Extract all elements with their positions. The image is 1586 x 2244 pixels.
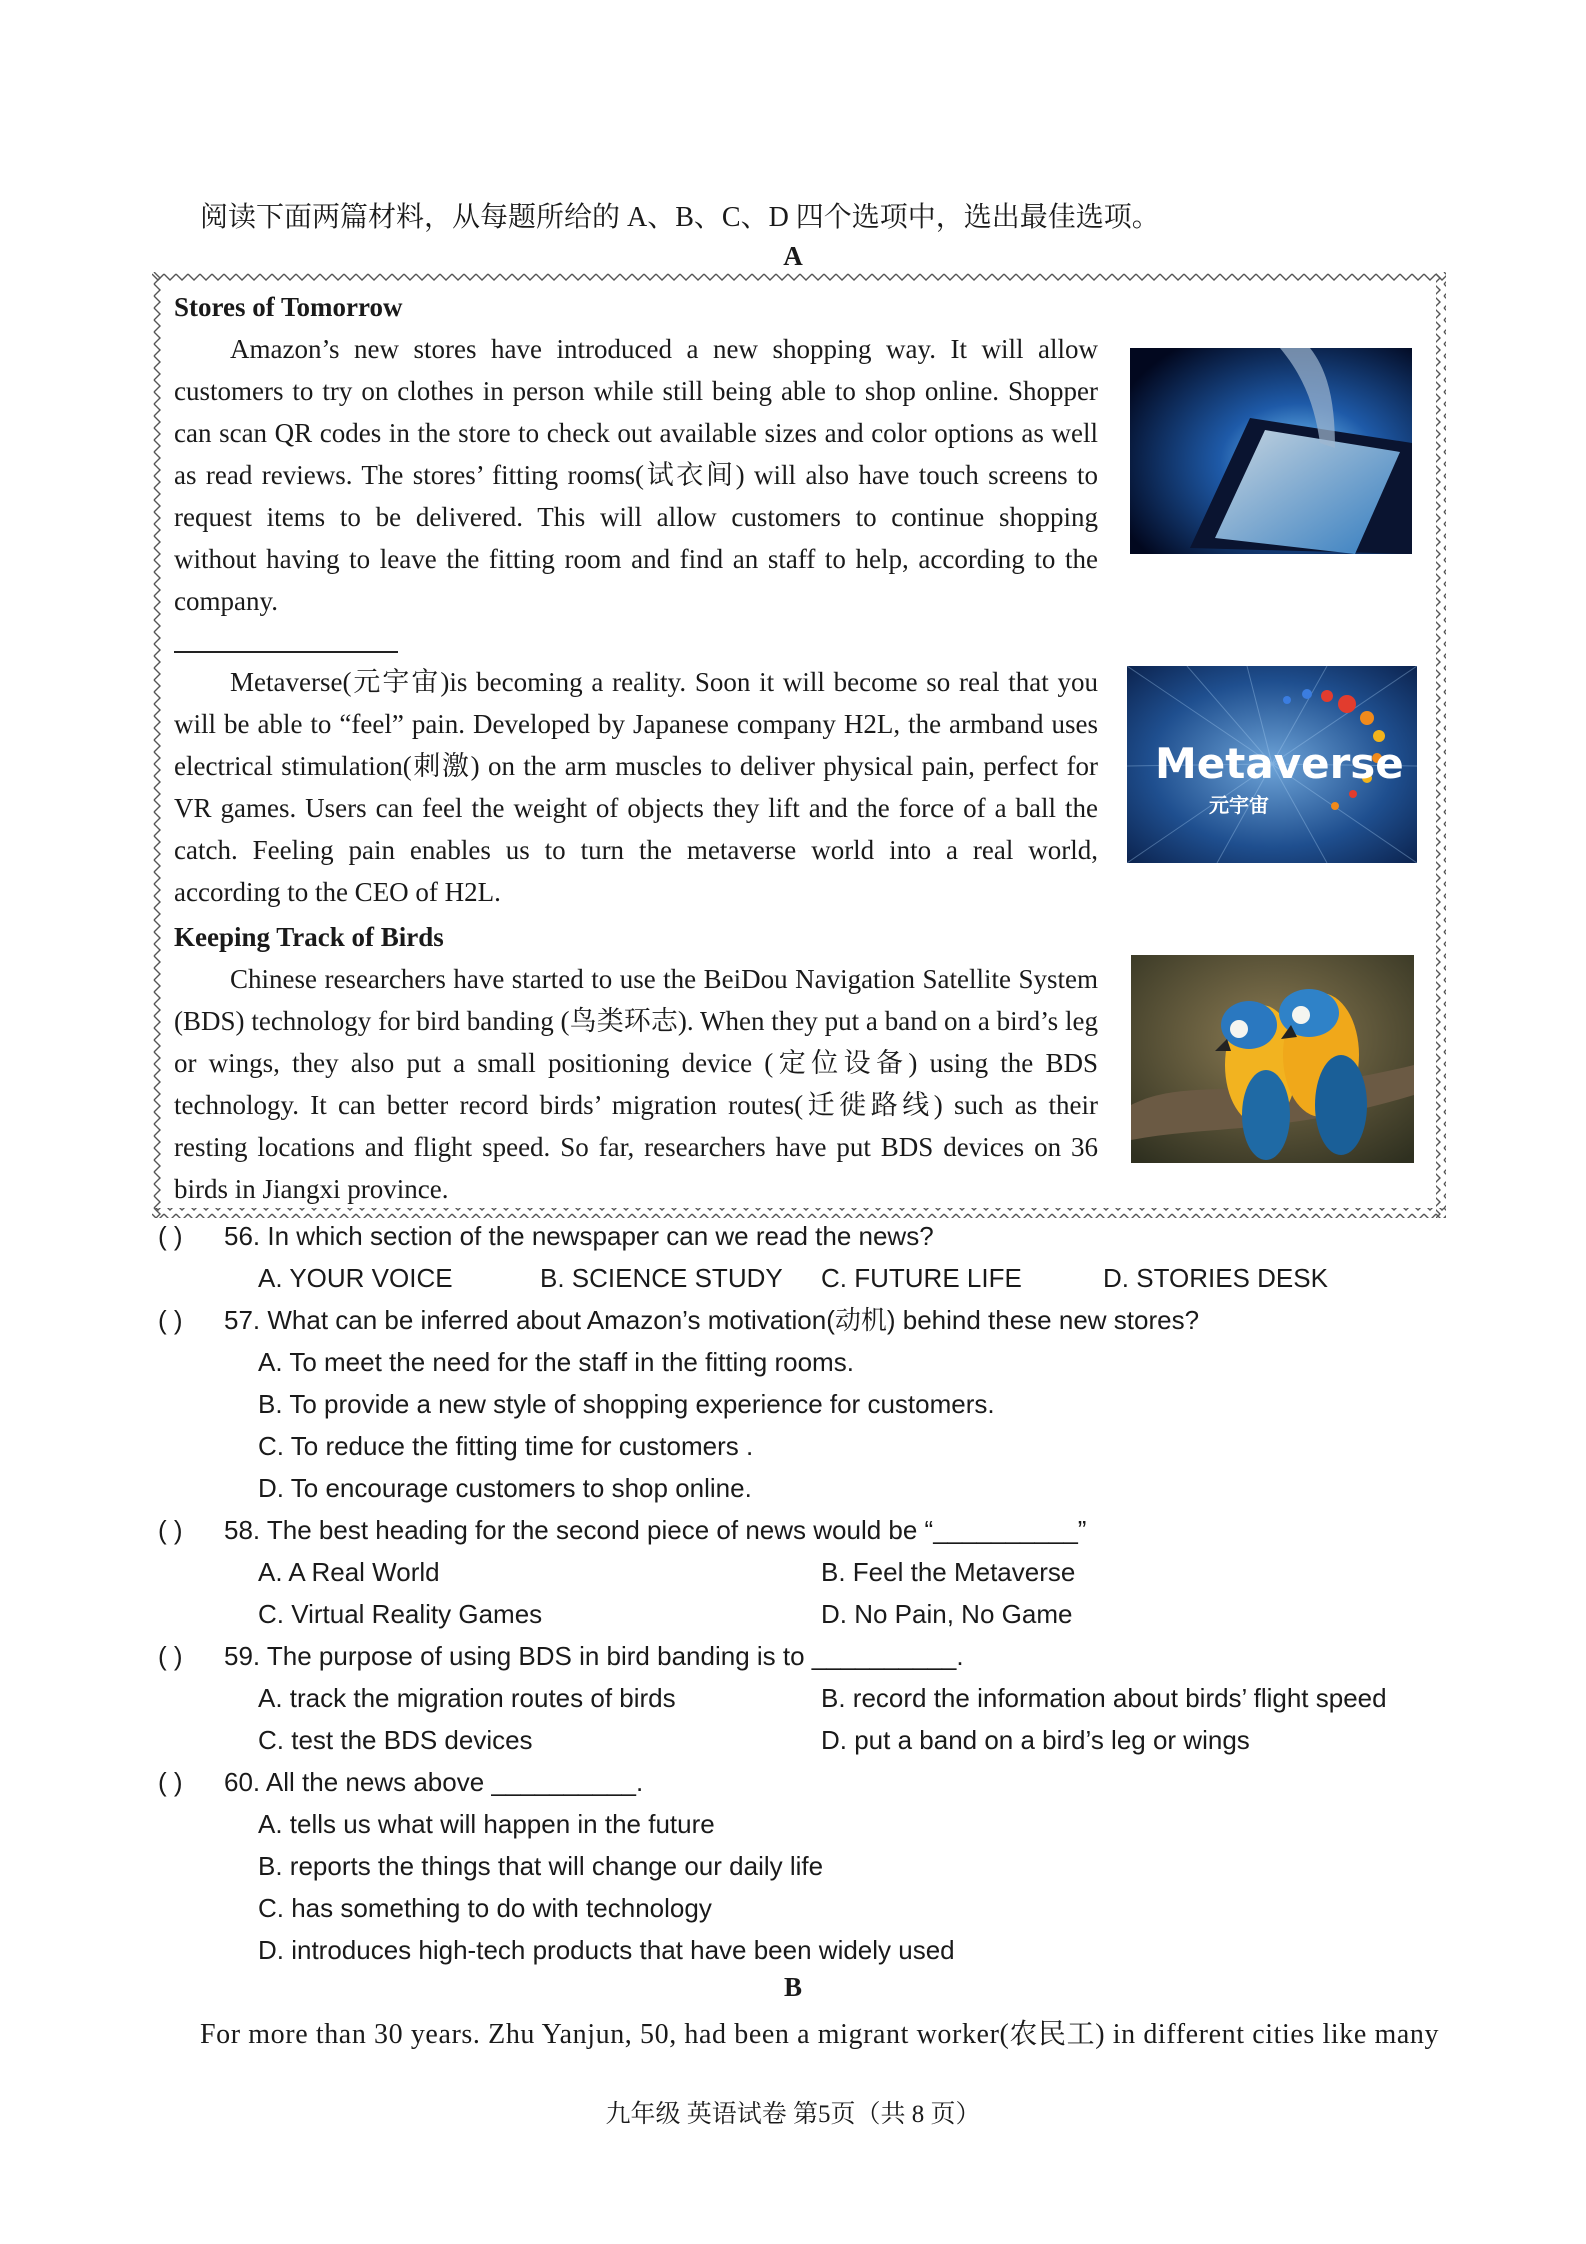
news-item-stores <box>174 286 1098 622</box>
tablet-touch-image <box>1130 348 1412 554</box>
question-59-stem: 59. The purpose of using BDS in bird banding is to __________. <box>224 1641 964 1671</box>
q58-option-a: A. A Real World <box>258 1557 440 1587</box>
q60-option-c: C. has something to do with technology <box>258 1893 712 1923</box>
section-b-label: B <box>783 1972 802 2002</box>
q60-option-b: B. reports the things that will change our daily life <box>258 1851 824 1881</box>
q56-option-c: C. FUTURE LIFE <box>821 1263 1022 1293</box>
q57-option-a: A. To meet the need for the staff in the fitting rooms. <box>258 1347 854 1377</box>
instruction-text: 阅读下面两篇材料，从每题所给的 A、B、C、D 四个选项中，选出最佳选项。 <box>200 202 1160 233</box>
q56-option-d: D. STORIES DESK <box>1103 1263 1328 1293</box>
news-heading-stores: Stores of Tomorrow <box>174 292 403 322</box>
answer-blank-58[interactable]: ( ) <box>158 1515 183 1545</box>
question-56-stem: 56. In which section of the newspaper can we read the news? <box>224 1221 934 1251</box>
news-item-birds <box>174 916 1098 1210</box>
parrots-image <box>1131 955 1414 1163</box>
news-body-birds: Chinese researchers have started to use the BeiDou Navigation Satellite System (BDS) technology for bird banding (鸟类环志). When they put a band on a bird’s leg or wings, they also put a small positioning device (定位设备) using the BDS technology. It can better record birds’ migration routes(迁徙路线) such as their resting locations and flight speed. So far, researchers have put BDS devices on 36 birds in Jiangxi province. <box>174 964 1098 1204</box>
answer-blank-59[interactable]: ( ) <box>158 1641 183 1671</box>
question-60 <box>158 1761 643 1803</box>
question-56 <box>158 1215 934 1257</box>
question-60-stem: 60. All the news above __________. <box>224 1767 644 1797</box>
metaverse-image-title: Metaverse <box>1155 739 1404 788</box>
news-divider <box>174 651 398 653</box>
q58-option-d: D. No Pain, No Game <box>821 1599 1073 1629</box>
answer-blank-57[interactable]: ( ) <box>158 1305 183 1335</box>
answer-blank-60[interactable]: ( ) <box>158 1767 183 1797</box>
news-body-stores: Amazon’s new stores have introduced a new shopping way. It will allow customers to try on clothes in person while still being able to shop online. Shopper can scan QR codes in the store to check out available sizes and color options as well as read reviews. The stores’ fitting rooms(试衣间) will also have touch screens to request items to be delivered. This will allow customers to continue shopping without having to leave the fitting room and find an staff to help, according to the company. <box>174 334 1098 616</box>
q56-option-b: B. SCIENCE STUDY <box>540 1263 783 1293</box>
news-item-metaverse <box>174 661 1098 913</box>
news-heading-birds: Keeping Track of Birds <box>174 922 444 952</box>
q56-option-a: A. YOUR VOICE <box>258 1263 453 1293</box>
question-58 <box>158 1509 1086 1551</box>
q59-option-b: B. record the information about birds’ flight speed <box>821 1683 1387 1713</box>
q59-option-a: A. track the migration routes of birds <box>258 1683 676 1713</box>
page-footer: 九年级 英语试卷 第5页（共 8 页） <box>605 2101 981 2128</box>
metaverse-image-subtitle: 元宇宙 <box>1209 793 1269 817</box>
section-a-label: A <box>783 241 803 271</box>
q57-option-c: C. To reduce the fitting time for customers . <box>258 1431 754 1461</box>
q58-option-c: C. Virtual Reality Games <box>258 1599 543 1629</box>
news-body-metaverse: Metaverse(元宇宙)is becoming a reality. Soon it will become so real that you will be able to “feel” pain. Developed by Japanese company H2L, the armband uses electrical stimulation(刺激) on the arm muscles to deliver physical pain, perfect for VR games. Users can feel the weight of objects they lift and the force of a ball the catch. Feeling pain enables us to turn the metaverse world into a real world, according to the CEO of H2L. <box>174 667 1098 907</box>
question-59 <box>158 1635 964 1677</box>
passage-b-text: For more than 30 years. Zhu Yanjun, 50, had been a migrant worker(农民工) in different cities like many <box>200 2019 1440 2050</box>
q60-option-a: A. tells us what will happen in the future <box>258 1809 715 1839</box>
q59-option-c: C. test the BDS devices <box>258 1725 533 1755</box>
question-57-stem: 57. What can be inferred about Amazon’s motivation(动机) behind these new stores? <box>224 1305 1200 1335</box>
question-57 <box>158 1299 1199 1341</box>
q58-option-b: B. Feel the Metaverse <box>821 1557 1076 1587</box>
q60-option-d: D. introduces high-tech products that have been widely used <box>258 1935 955 1965</box>
answer-blank-56[interactable]: ( ) <box>158 1221 183 1251</box>
q59-option-d: D. put a band on a bird’s leg or wings <box>821 1725 1250 1755</box>
metaverse-image <box>1127 666 1417 863</box>
q57-option-b: B. To provide a new style of shopping experience for customers. <box>258 1389 995 1419</box>
q57-option-d: D. To encourage customers to shop online. <box>258 1473 752 1503</box>
question-58-stem: 58. The best heading for the second piece of news would be “__________” <box>224 1515 1087 1545</box>
